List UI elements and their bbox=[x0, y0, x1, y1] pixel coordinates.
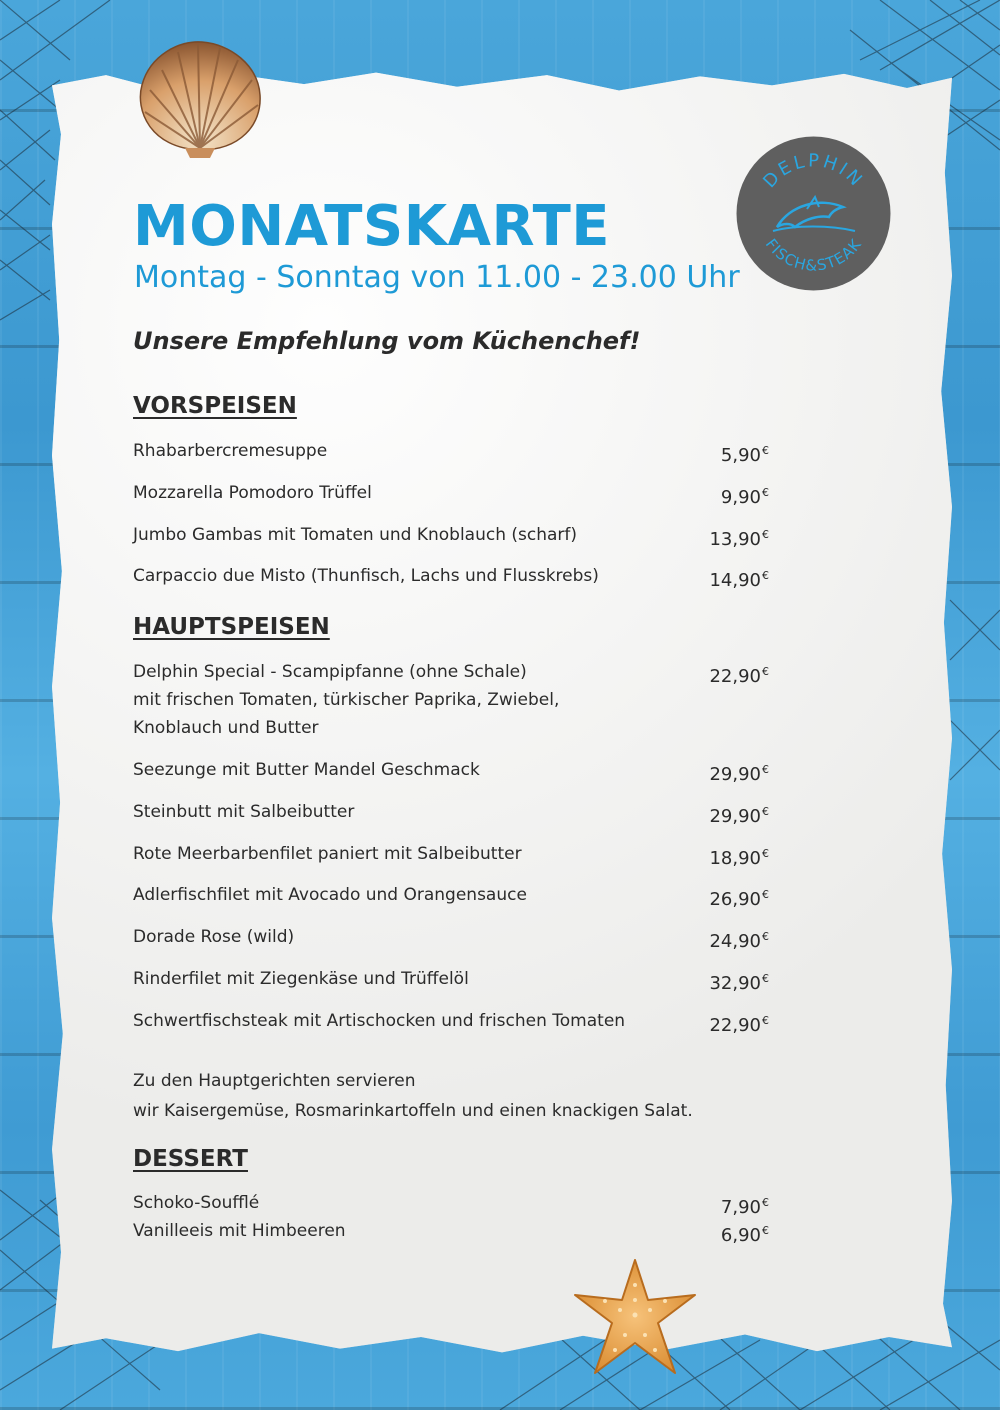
note-line: Zu den Hauptgerichten servieren bbox=[133, 1071, 416, 1091]
item-name: Schwertfischsteak mit Artischocken und frischen Tomaten bbox=[133, 1011, 626, 1031]
item-name: Schoko-Soufflé bbox=[133, 1193, 260, 1213]
logo-top-text: DELPHIN bbox=[759, 150, 868, 193]
item-price: 6,90€ bbox=[720, 1224, 769, 1246]
item-name: Vanilleeis mit Himbeeren bbox=[133, 1221, 346, 1241]
section-heading-vorspeisen: VORSPEISEN bbox=[133, 393, 297, 419]
item-price: 29,90€ bbox=[709, 805, 769, 827]
menu-item bbox=[133, 1217, 769, 1245]
note-line: wir Kaisergemüse, Rosmarinkartoffeln und einen knackigen Salat. bbox=[133, 1101, 693, 1121]
menu-item bbox=[133, 881, 769, 909]
chef-recommendation: Unsere Empfehlung vom Küchenchef! bbox=[133, 327, 641, 355]
item-price: 13,90€ bbox=[709, 528, 769, 550]
menu-item bbox=[133, 923, 769, 951]
item-price: 29,90€ bbox=[709, 763, 769, 785]
menu-item bbox=[133, 756, 769, 784]
menu-item bbox=[133, 479, 769, 507]
item-price: 22,90€ bbox=[709, 1014, 769, 1036]
item-price: 9,90€ bbox=[720, 486, 769, 508]
menu-item bbox=[133, 437, 769, 465]
menu-item bbox=[133, 840, 769, 868]
item-description: mit frischen Tomaten, türkischer Paprika, Zwiebel, bbox=[133, 690, 560, 710]
item-name: Rinderfilet mit Ziegenkäse und Trüffelöl bbox=[133, 969, 469, 989]
menu-item bbox=[133, 1007, 769, 1035]
item-price: 7,90€ bbox=[720, 1196, 769, 1218]
item-name: Carpaccio due Misto (Thunfisch, Lachs und Flusskrebs) bbox=[133, 566, 599, 586]
starfish-icon bbox=[570, 1255, 700, 1380]
delphin-logo bbox=[735, 135, 892, 292]
menu-item bbox=[133, 521, 769, 549]
item-name: Jumbo Gambas mit Tomaten und Knoblauch (scharf) bbox=[133, 525, 578, 545]
item-price: 5,90€ bbox=[720, 444, 769, 466]
menu-item bbox=[133, 658, 769, 742]
menu-item bbox=[133, 562, 769, 590]
item-price: 26,90€ bbox=[709, 888, 769, 910]
side-dish-note bbox=[133, 1066, 693, 1126]
menu-item bbox=[133, 1189, 769, 1217]
menu-item bbox=[133, 965, 769, 993]
item-name: Steinbutt mit Salbeibutter bbox=[133, 802, 355, 822]
item-price: 32,90€ bbox=[709, 972, 769, 994]
section-heading-hauptspeisen: HAUPTSPEISEN bbox=[133, 614, 330, 640]
seashell-icon bbox=[130, 30, 270, 160]
item-name: Dorade Rose (wild) bbox=[133, 927, 295, 947]
item-name: Rhabarbercremesuppe bbox=[133, 441, 328, 461]
section-heading-dessert: DESSERT bbox=[133, 1146, 248, 1172]
item-price: 18,90€ bbox=[709, 847, 769, 869]
logo-bottom-text: FISCH&STEAK bbox=[761, 235, 866, 275]
item-description: Knoblauch und Butter bbox=[133, 718, 319, 738]
item-name: Adlerfischfilet mit Avocado und Orangensauce bbox=[133, 885, 527, 905]
opening-hours: Montag - Sonntag von 11.00 - 23.00 Uhr bbox=[134, 260, 740, 295]
page-title: MONATSKARTE bbox=[133, 194, 611, 259]
item-name: Mozzarella Pomodoro Trüffel bbox=[133, 483, 372, 503]
item-price: 24,90€ bbox=[709, 930, 769, 952]
item-name: Rote Meerbarbenfilet paniert mit Salbeibutter bbox=[133, 844, 522, 864]
item-name: Delphin Special - Scampipfanne (ohne Schale) bbox=[133, 662, 527, 682]
item-price: 22,90€ bbox=[709, 665, 769, 687]
menu-item bbox=[133, 798, 769, 826]
item-price: 14,90€ bbox=[709, 569, 769, 591]
item-name: Seezunge mit Butter Mandel Geschmack bbox=[133, 760, 480, 780]
